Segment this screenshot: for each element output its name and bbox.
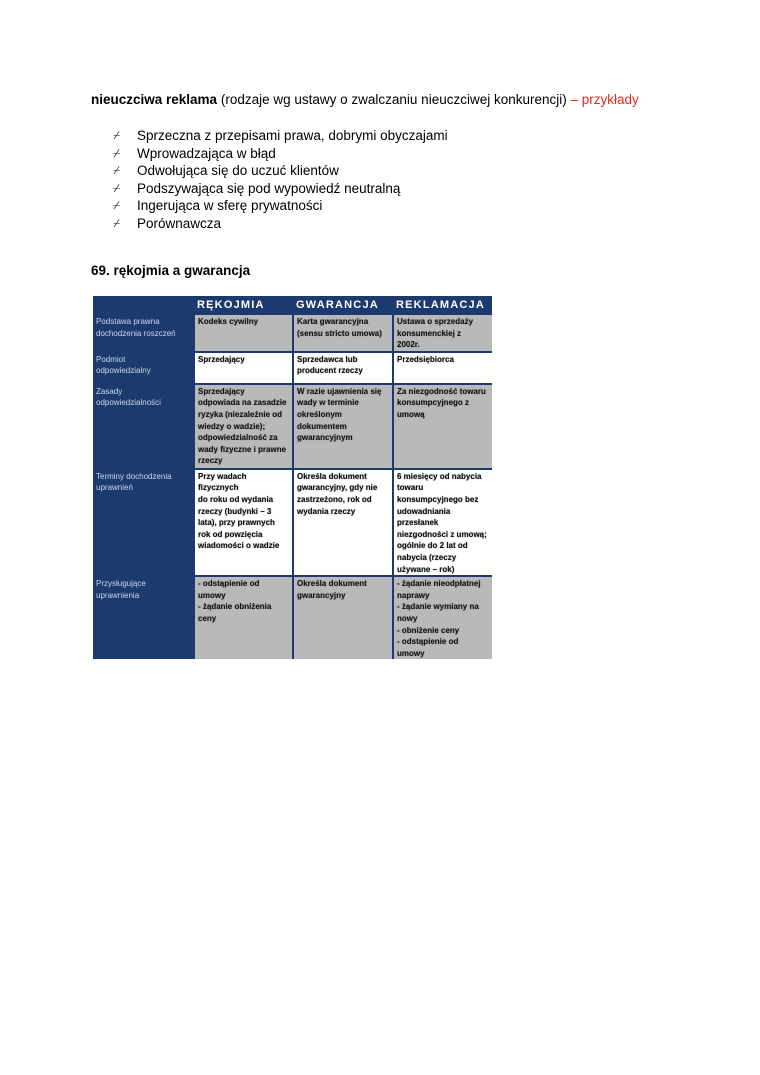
table-row: [93, 384, 492, 469]
list-item-text: Sprzeczna z przepisami prawa, dobrymi obyczajami: [137, 128, 448, 144]
bullet-marker-icon: ⌿: [113, 215, 121, 230]
table-row: [93, 352, 492, 384]
row-label: Podmiot odpowiedzialny: [93, 352, 194, 384]
bullet-marker-icon: ⌿: [113, 180, 121, 195]
intro-description: (rodzaje wg ustawy o zwalczaniu nieuczciwej konkurencji): [220, 92, 567, 107]
list-item: [113, 127, 448, 145]
table-cell: Karta gwarancyjna (sensu stricto umowa): [293, 314, 393, 352]
intro-term: nieuczciwa reklama: [91, 92, 218, 107]
row-label: Terminy dochodzenia uprawnień: [93, 469, 194, 576]
comparison-table: [93, 296, 492, 659]
table-cell: Ustawa o sprzedaży konsumenckiej z 2002r.: [393, 314, 492, 352]
intro-examples: – przykłady: [570, 92, 639, 107]
table-cell: Określa dokument gwarancyjny: [293, 576, 393, 659]
table-cell: Przedsiębiorca: [393, 352, 492, 384]
list-item: [113, 215, 448, 233]
table-cell: Przy wadach fizycznych do roku od wydania rzeczy (budynki – 3 lata), przy prawnych rok od powzięcia wiadomości o wadzie: [194, 469, 293, 576]
table-cell: 6 miesięcy od nabycia towaru konsumpcyjnego bez udowadniania przesłanek niezgodności z umową; ogólnie do 2 lat od nabycia (rzeczy używane – rok): [393, 469, 492, 576]
table-cell: W razie ujawnienia się wady w terminie określonym dokumentem gwarancyjnym: [293, 384, 393, 469]
table-cell: Sprzedawca lub producent rzeczy: [293, 352, 393, 384]
table-header-row: [93, 296, 492, 314]
list-item: [113, 145, 448, 163]
list-item-text: Wprowadzająca w błąd: [137, 145, 276, 161]
section-title: 69. rękojmia a gwarancja: [91, 263, 251, 278]
list-item-text: Podszywająca się pod wypowiedź neutralną: [137, 180, 401, 196]
list-item-text: Odwołująca się do uczuć klientów: [137, 163, 339, 179]
table-header-gwarancja: GWARANCJA: [293, 296, 393, 314]
table-cell: Sprzedający: [194, 352, 293, 384]
list-item: [113, 162, 448, 180]
list-item: [113, 197, 448, 215]
table-header-rekojmia: RĘKOJMIA: [194, 296, 293, 314]
intro-line: [91, 92, 639, 107]
list-item-text: Ingerująca w sferę prywatności: [137, 198, 323, 214]
row-label: Podstawa prawna dochodzenia roszczeń: [93, 314, 194, 352]
table-header-reklamacja: REKLAMACJA: [393, 296, 492, 314]
bullet-list: [113, 127, 448, 232]
list-item: [113, 180, 448, 198]
bullet-marker-icon: ⌿: [113, 198, 121, 213]
table-cell: Za niezgodność towaru konsumpcyjnego z umową: [393, 384, 492, 469]
row-label: Przysługujące uprawnienia: [93, 576, 194, 659]
comparison-table-image: [93, 296, 492, 658]
table-header-empty: [93, 296, 194, 314]
table-row: [93, 469, 492, 576]
list-item-text: Porównawcza: [137, 215, 222, 231]
table-cell: - żądanie nieodpłatnej naprawy - żądanie wymiany na nowy - obniżenie ceny - odstąpienie od umowy: [393, 576, 492, 659]
table-row: [93, 576, 492, 659]
bullet-marker-icon: ⌿: [113, 163, 121, 178]
table-cell: Sprzedający odpowiada na zasadzie ryzyka (niezależnie od wiedzy o wadzie); odpowiedzialność za wady fizyczne i prawne rzeczy: [194, 384, 293, 469]
table-cell: Kodeks cywilny: [194, 314, 293, 352]
table-cell: Określa dokument gwarancyjny, gdy nie zastrzeżono, rok od wydania rzeczy: [293, 469, 393, 576]
bullet-marker-icon: ⌿: [113, 145, 121, 160]
table-cell: - odstąpienie od umowy - żądanie obniżenia ceny: [194, 576, 293, 659]
row-label: Zasady odpowiedzialności: [93, 384, 194, 469]
table-row: [93, 314, 492, 352]
bullet-marker-icon: ⌿: [113, 128, 121, 143]
